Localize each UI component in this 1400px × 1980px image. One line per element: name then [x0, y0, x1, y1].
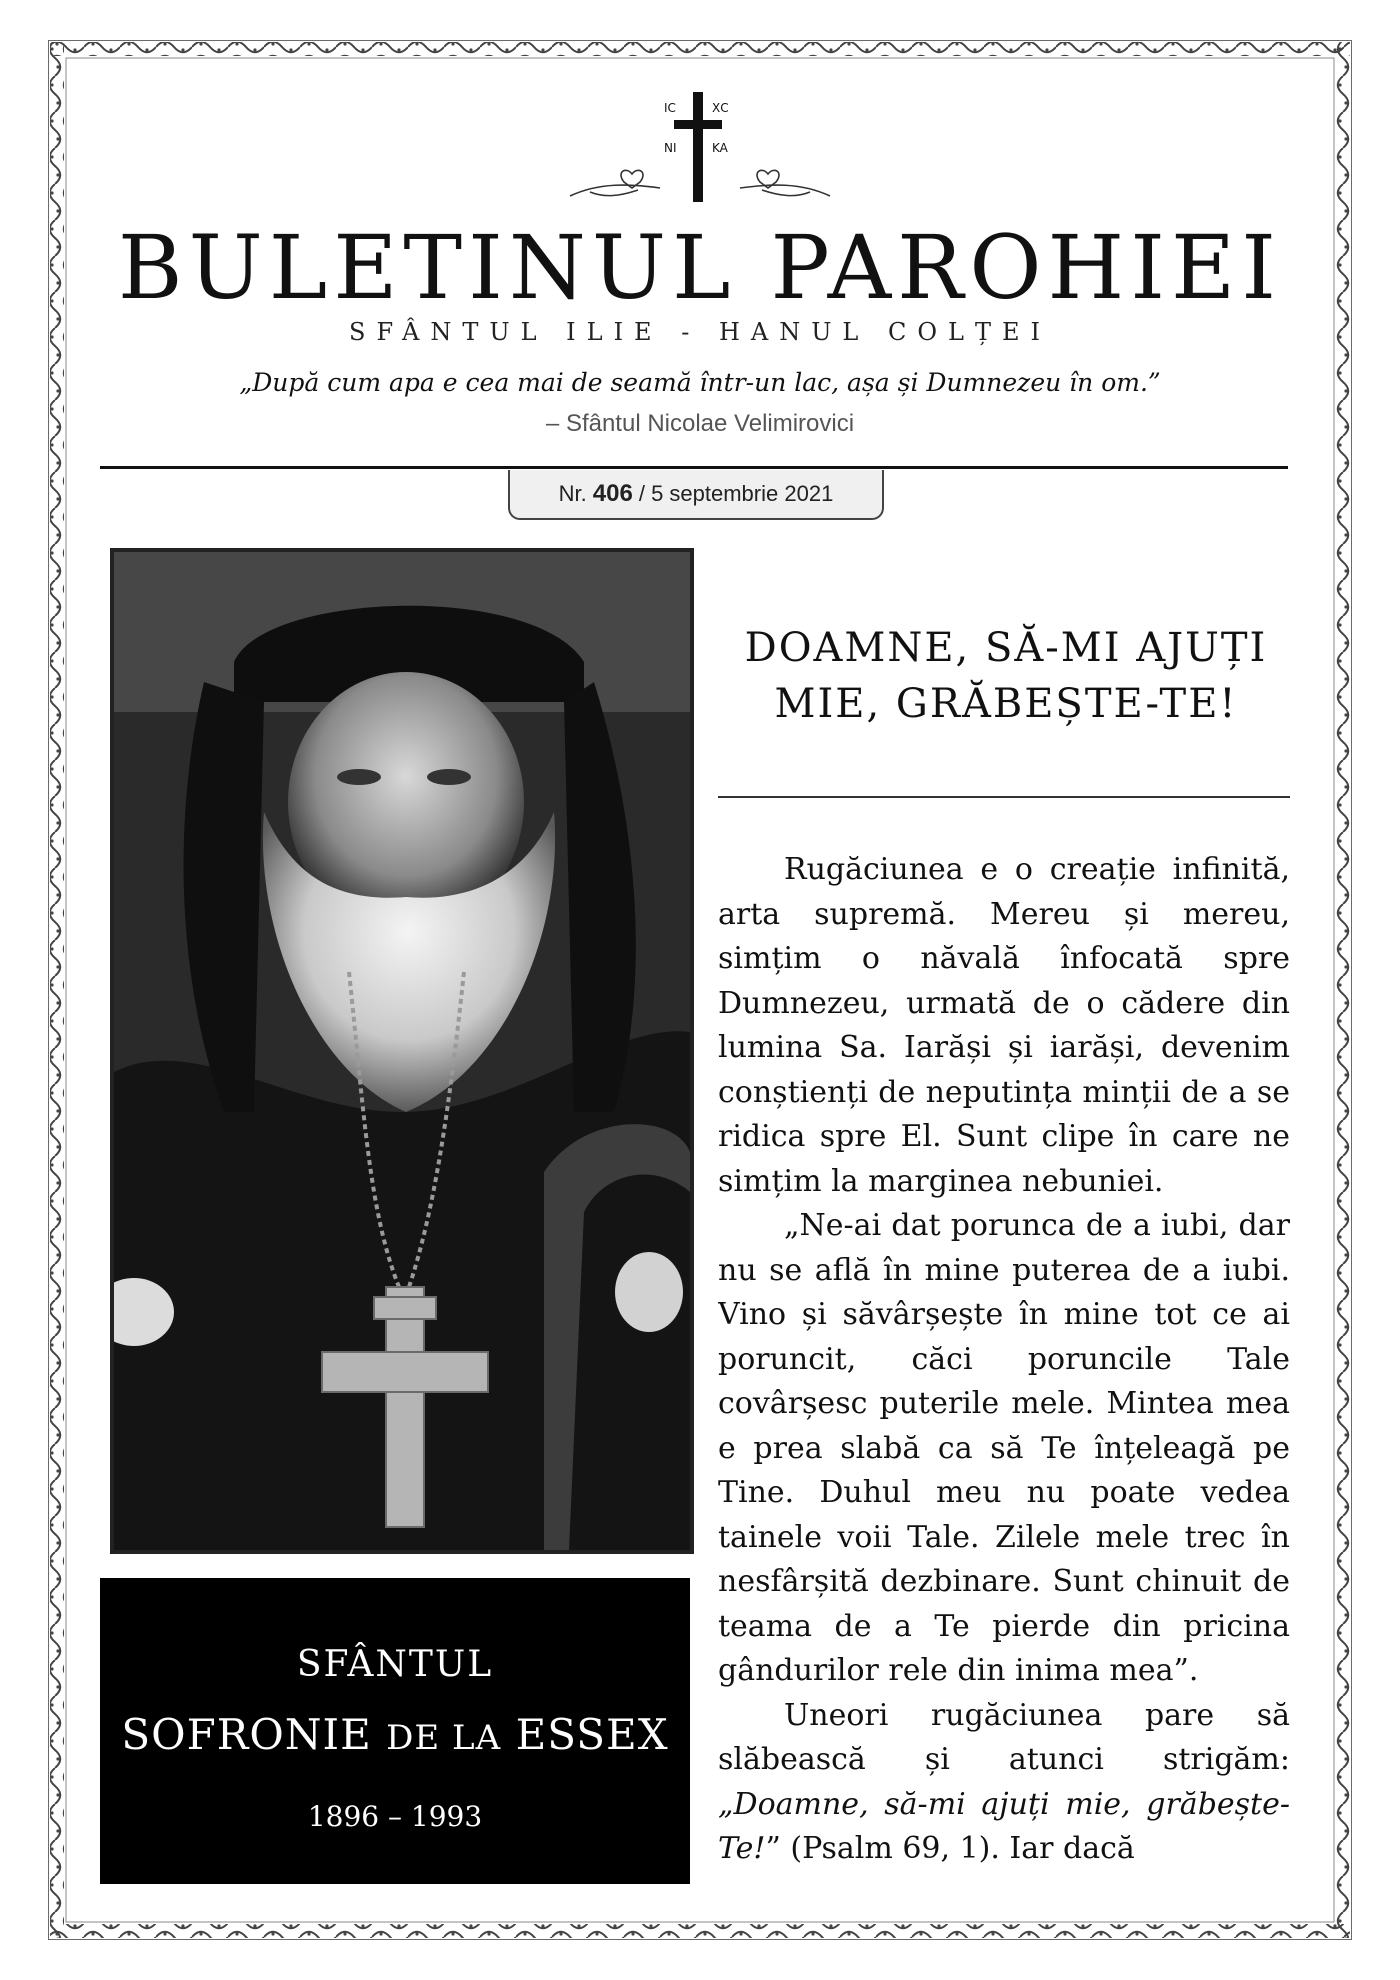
header-quote: „După cum apa e cea mai de seamă într-un lac, așa și Dumnezeu în om.” [239, 368, 1161, 397]
article-body [718, 848, 1290, 1888]
header-divider [100, 466, 1288, 469]
paragraph-text: ” (Psalm 69, 1). Iar dacă [765, 1831, 1135, 1866]
caption-particle: DE LA [386, 1718, 502, 1758]
emblem-ic: IC [664, 101, 676, 115]
saint-portrait-photo [110, 548, 694, 1554]
caption-place: ESSEX [515, 1710, 669, 1759]
caption-name-line [100, 1710, 690, 1759]
issue-badge [508, 470, 884, 520]
parish-name: SFÂNTUL ILIE - HANUL COLȚEI [349, 318, 1051, 346]
issue-prefix: Nr. [558, 481, 587, 506]
emblem-xc: ΧC [712, 101, 729, 115]
psalm-quote: „Doamne, să-mi ajuți mie, grăbește-Te! [718, 1786, 1290, 1866]
article-title: DOAMNE, SĂ-MI AJUȚI MIE, GRĂBEȘTE-TE! [744, 625, 1268, 727]
portrait-caption [100, 1578, 690, 1884]
caption-name: SOFRONIE [121, 1710, 372, 1759]
cross-emblem [560, 92, 840, 212]
flourish-left-icon [570, 170, 660, 196]
article-divider [718, 796, 1290, 798]
caption-title-line: SFÂNTUL [296, 1644, 494, 1685]
caption-years: 1896 – 1993 [307, 1800, 483, 1833]
article-paragraph: Rugăciunea e o creație infinită, arta supremă. Mereu și mereu, simțim o năvală înfocată spre Dumnezeu, urmată de o cădere din lumina Sa. Iarăși și iarăși, devenim conștienți de neputința minții de a se ridica spre El. Sunt clipe în care ne simțim la marginea nebuniei. [718, 852, 1290, 1199]
emblem-ni: NI [664, 141, 677, 155]
newsletter-title: BULETINUL PAROHIEI [117, 216, 1283, 319]
flourish-right-icon [740, 170, 830, 196]
article-paragraph [718, 1694, 1290, 1872]
issue-number: 406 [592, 480, 633, 507]
article-paragraph: „Ne-ai dat porunca de a iubi, dar nu se află în mine puterea de a iubi. Vino și săvârșește în mine tot ce ai poruncit, căci poruncile Tale covârșesc puterile mele. Mintea mea e prea slabă ca să Te înțeleagă pe Tine. Duhul meu nu poate vedea tainele voii Tale. Zilele mele trec în nesfârșită dezbinare. Sunt chinuit de teama de a Te pierde din pricina gândurilor rele din inima mea”. [718, 1208, 1290, 1688]
quote-author: – Sfântul Nicolae Velimirovici [545, 410, 855, 437]
portrait-photo [114, 552, 690, 1550]
emblem-ka: KA [712, 141, 728, 155]
paragraph-text: Uneori rugăciunea pare să slăbească și atunci strigăm: [718, 1697, 1290, 1777]
issue-date: / 5 septembrie 2021 [638, 481, 834, 506]
